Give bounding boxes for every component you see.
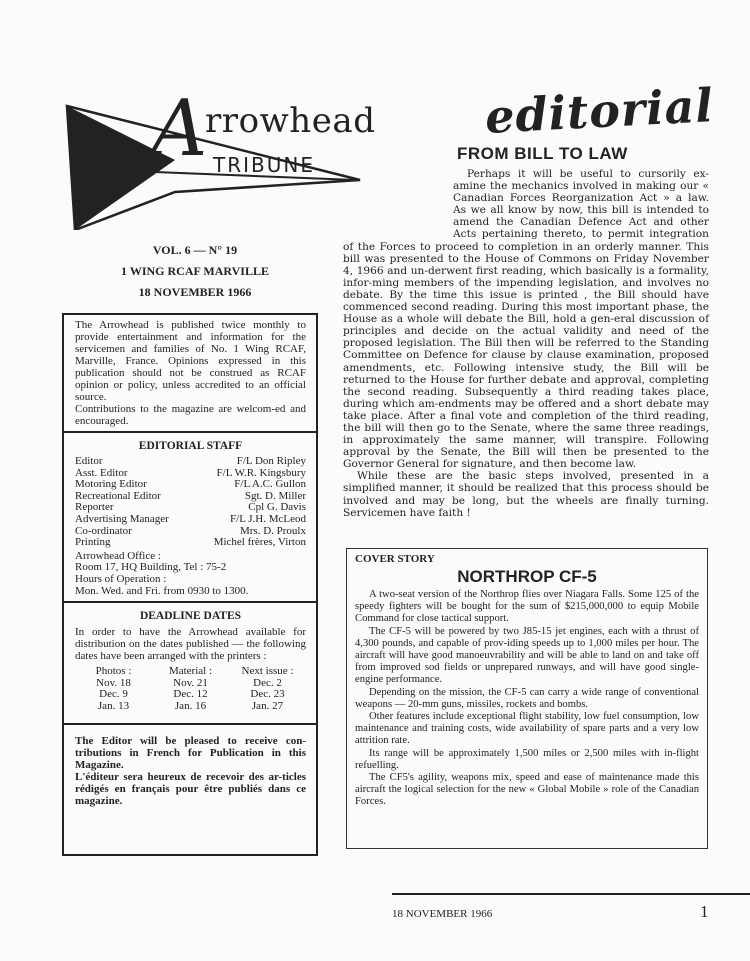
hours-label: Hours of Operation : — [75, 572, 167, 585]
contributions-text: Contributions to the magazine are welcom-ed and encouraged. — [75, 403, 306, 427]
logo-subtitle: TRIBUNE — [213, 153, 315, 177]
issue-info — [100, 240, 290, 303]
issue-date: 18 NOVEMBER 1966 — [138, 285, 252, 299]
logo-letter: A — [151, 84, 208, 174]
logo-word: rrowhead — [205, 101, 375, 141]
office-info: Room 17, HQ Building, Tel : 75-2 — [75, 561, 227, 574]
staff-row: Advertising Manager F/L J.H. McLeod — [75, 512, 306, 525]
cover-paragraph: Depending on the mission, the CF-5 can carry a wide range of conventional weapons — 20-mm guns, missiles, rockets and bombs. — [355, 686, 699, 710]
editorial-staff-section — [64, 433, 316, 601]
article-paragraph: Perhaps it will be useful to cursorily ex-amine the mechanics involved in making our « Canadian Forces Reorganization Act » a law. As we all know by now, this bill is intended to amend the Canadian Defence Act and other Acts pertaining thereto, to permit integration of the Forces to proceed to completion in an orderly manner. This bill was presented to the House of Commons on Friday November 4, 1966 and un-derwent first reading, which basically is a formality, infor-ming members of the impending legislation, and involves no debate. By the time this issue is printed , the Bill should have commenced second reading. During this most important phase, the House as a whole will debate the Bill, hold a gen-eral discussion of principles and decide on the actual validity and need of the proposed legislation. The Bill then will be referred to the Standing Committee on Defence for clause by clause examination, proposed amendments, etc. Following intensive study, the Bill will be returned to the House for further debate and approval, completing the second reading. Subsequently a third reading takes place, during which am-endments may be offered and a short debate may take place. After a final vote and completion of the third reading, the bill will then go to the Senate, where the same three readings, in approximately the same manner, will transpire. Following approval by the Senate, the Bill will then be presented to the Governor General for signature, and then become law. — [343, 168, 709, 471]
publication-statement — [64, 315, 316, 431]
cover-paragraph: The CF-5 will be powered by two J85-15 jet engines, each with a thrust of 4,300 pounds, and capable of prov-iding speeds up to 1,000 miles per hour. The aircraft will have good manoeuvrability and will be able to land on and take off from improved sod fields or unprepared runways, and will have good single-engine performance. — [355, 625, 699, 686]
masthead-info-box — [62, 313, 318, 856]
staff-row: Motoring Editor F/L A.C. Gullon — [75, 478, 306, 491]
footer-rule — [392, 893, 750, 895]
staff-row: Editor F/L Don Ripley — [75, 455, 306, 467]
cover-story-label: COVER STORY — [355, 553, 435, 565]
staff-row: Recreational Editor Sgt. D. Miller — [75, 489, 306, 502]
hours-info: Mon. Wed. and Fri. from 0930 to 1300. — [75, 584, 249, 597]
deadline-text: In order to have the Arrowhead available for distribution on the dates published — the following dates have been arranged with the printers : — [75, 626, 306, 663]
cover-paragraph: Other features include exceptional flight stability, low fuel consumption, low maintenance and training costs, wide availability of spare parts and a very low attrition rate. — [355, 711, 699, 747]
staff-row: Printing Michel frères, Virton — [75, 536, 306, 549]
french-notice-fr: L'éditeur sera heureux de recevoir des ar-ticles rédigés en français pour être publiés dans ce magazine. — [75, 770, 306, 807]
staff-row: Asst. Editor F/L W.R. Kingsbury — [75, 466, 306, 479]
volume-number: VOL. 6 — N° 19 — [152, 243, 238, 257]
office-label: Arrowhead Office : — [75, 549, 161, 562]
footer-date: 18 NOVEMBER 1966 — [392, 908, 493, 920]
deadline-heading: DEADLINE DATES — [139, 610, 242, 623]
cover-story-body — [355, 589, 699, 809]
deadline-section — [64, 603, 316, 716]
cover-story-box — [346, 548, 708, 849]
cover-paragraph: Its range will be approximately 1,500 miles or 2,500 miles with in-flight refuelling. — [355, 747, 699, 771]
intro-text: The Arrowhead is published twice monthly to provide entertainment and information for the servicemen and families of No. 1 Wing RCAF, Marville, France. Opinions expressed in this publication should not be construed as RCAF opinion or policy, unless accredited to an official source. — [75, 319, 306, 403]
staff-row: Co-ordinator Mrs. D. Proulx — [75, 524, 306, 537]
article-title: FROM BILL TO LAW — [457, 144, 628, 163]
french-notice-en: The Editor will be pleased to receive con-tributions in French for Publication in this Magazine. — [75, 734, 306, 771]
cover-paragraph: A two-seat version of the Northrop flies over Niagara Falls. Some 125 of the speedy fighters will be bought for the sum of $215,000,000 to equip Mobile Command for close tactical support. — [355, 589, 699, 625]
page-number: 1 — [700, 902, 709, 921]
staff-heading: EDITORIAL STAFF — [138, 440, 243, 452]
deadline-dates-table: Photos : Material : Next issue : Nov. 18 Nov. 21 Dec. 2 Dec. 9 Dec. 12 Dec. 23 Jan. 13 Jan. 16 Jan. 27 — [95, 665, 294, 712]
wing-name: 1 WING RCAF MARVILLE — [121, 264, 269, 278]
article-body — [343, 168, 709, 519]
editorial-banner: editorial — [483, 78, 716, 144]
article-paragraph: While these are the basic steps involved, presented in a simplified manner, it should be realized that this process should be involved and may be long, but the wheels are finally turning. Servicemen have faith ! — [343, 470, 709, 519]
staff-row: Reporter Cpl G. Davis — [75, 501, 306, 514]
cover-paragraph: The CF5's agility, weapons mix, speed and ease of maintenance made this aircraft the logical selection for the new « Global Mobile » role of the Canadian Forces. — [355, 772, 699, 808]
arrowhead-tribune-logo — [55, 80, 385, 230]
arrowhead-logo-graphic — [55, 80, 385, 230]
cover-story-title: NORTHROP CF-5 — [457, 567, 597, 586]
french-notice — [64, 725, 316, 811]
